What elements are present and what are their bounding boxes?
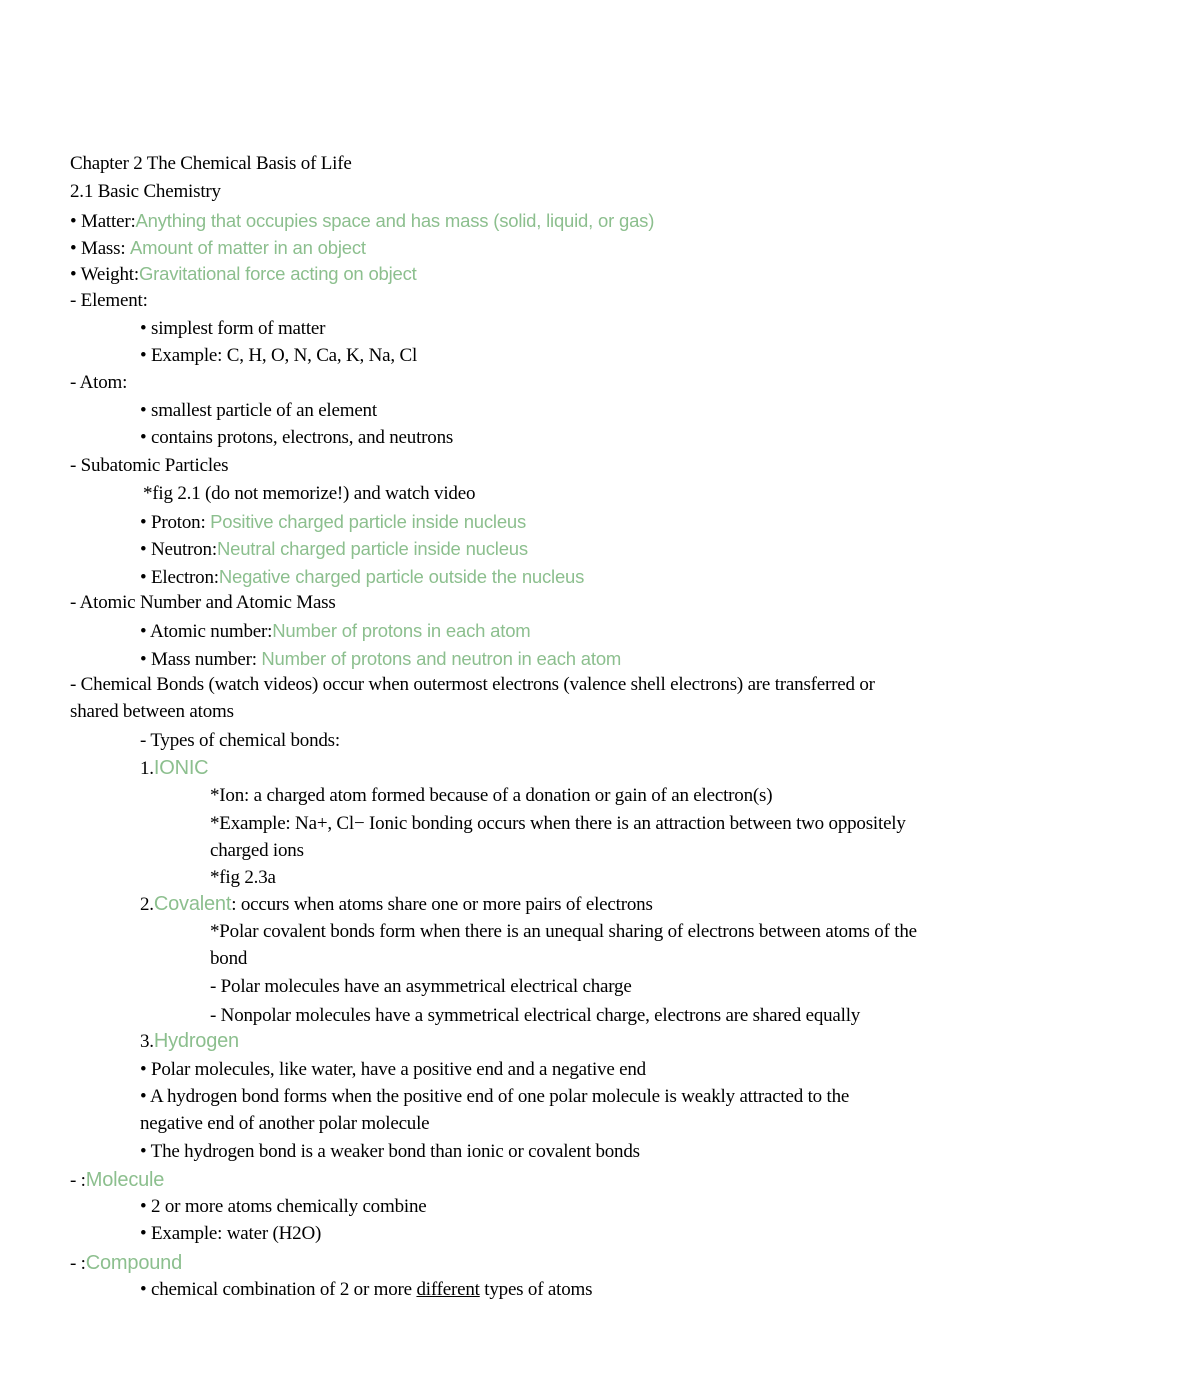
atom-heading: - Atom: (70, 372, 128, 393)
mass-label: • Mass: (70, 238, 126, 259)
molecule-name: Molecule (85, 1169, 165, 1191)
mass-number-definition: Number of protons and neutron in each atom (261, 648, 622, 669)
weight-line (70, 260, 417, 288)
ionic-heading (140, 755, 208, 782)
proton-label: • Proton: (140, 512, 206, 533)
matter-label: • Matter: (70, 211, 136, 232)
ionic-line: charged ions (210, 840, 304, 861)
bond-types-heading: - Types of chemical bonds: (140, 730, 340, 751)
mass-number-label: • Mass number: (140, 649, 257, 670)
compound-item-underlined: different (416, 1279, 480, 1300)
compound-name: Compound (85, 1252, 183, 1274)
mass-number-line (140, 645, 621, 673)
ionic-line: *Example: Na+, Cl− Ionic bonding occurs when there is an attraction between two oppositely (210, 813, 906, 834)
subatomic-heading: - Subatomic Particles (70, 455, 229, 476)
mass-definition: Amount of matter in an object (129, 237, 366, 258)
ionic-name: IONIC (153, 757, 209, 779)
compound-item-text-end: types of atoms (479, 1279, 593, 1300)
hydrogen-name: Hydrogen (153, 1030, 239, 1052)
molecule-heading (70, 1167, 164, 1194)
element-heading: - Element: (70, 290, 148, 311)
matter-line (70, 207, 654, 235)
compound-heading (70, 1250, 182, 1277)
atomic-number-definition: Number of protons in each atom (272, 620, 531, 641)
atom-item: • contains protons, electrons, and neutrons (140, 427, 454, 448)
chapter-title: Chapter 2 The Chemical Basis of Life (70, 153, 352, 174)
atomic-number-label: • Atomic number: (140, 621, 273, 642)
atom-item: • smallest particle of an element (140, 400, 377, 421)
atomic-number-mass-heading: - Atomic Number and Atomic Mass (70, 592, 336, 613)
element-item: • Example: C, H, O, N, Ca, K, Na, Cl (140, 345, 418, 366)
covalent-line: - Nonpolar molecules have a symmetrical electrical charge, electrons are shared equally (210, 1005, 861, 1026)
proton-definition: Positive charged particle inside nucleus (210, 511, 527, 532)
hydrogen-number: 3. (140, 1031, 154, 1052)
electron-definition: Negative charged particle outside the nucleus (218, 566, 585, 587)
neutron-definition: Neutral charged particle inside nucleus (216, 538, 528, 559)
neutron-line (140, 535, 528, 563)
covalent-line: - Polar molecules have an asymmetrical electrical charge (210, 976, 632, 997)
molecule-item: • Example: water (H2O) (140, 1223, 322, 1244)
covalent-number: 2. (140, 894, 154, 915)
chemical-bonds-line: - Chemical Bonds (watch videos) occur when outermost electrons (valence shell electrons) are transferred or (70, 674, 875, 695)
hydrogen-line: • Polar molecules, like water, have a positive end and a negative end (140, 1059, 646, 1080)
electron-line (140, 563, 584, 591)
weight-label: • Weight: (70, 264, 139, 285)
hydrogen-line: • A hydrogen bond forms when the positive end of one polar molecule is weakly attracted to the (140, 1086, 850, 1107)
hydrogen-line: • The hydrogen bond is a weaker bond than ionic or covalent bonds (140, 1141, 640, 1162)
hydrogen-heading (140, 1028, 239, 1055)
compound-item-text: • chemical combination of 2 or more (140, 1279, 417, 1300)
electron-label: • Electron: (140, 567, 219, 588)
hydrogen-line: negative end of another polar molecule (140, 1113, 430, 1134)
compound-prefix: - : (70, 1253, 86, 1274)
molecule-item: • 2 or more atoms chemically combine (140, 1196, 427, 1217)
covalent-line: bond (210, 948, 248, 969)
proton-line (140, 508, 526, 536)
chemical-bonds-line: shared between atoms (70, 701, 234, 722)
covalent-name: Covalent (153, 893, 232, 915)
molecule-prefix: - : (70, 1170, 86, 1191)
element-item: • simplest form of matter (140, 318, 326, 339)
subatomic-note: *fig 2.1 (do not memorize!) and watch video (143, 483, 476, 504)
neutron-label: • Neutron: (140, 539, 217, 560)
matter-definition: Anything that occupies space and has mass (solid, liquid, or gas) (135, 210, 655, 231)
atomic-number-line (140, 617, 531, 645)
ionic-line: *Ion: a charged atom formed because of a donation or gain of an electron(s) (210, 785, 773, 806)
ionic-line: *fig 2.3a (210, 867, 276, 888)
covalent-line: *Polar covalent bonds form when there is an unequal sharing of electrons between atoms of the (210, 921, 917, 942)
weight-definition: Gravitational force acting on object (138, 263, 417, 284)
covalent-heading (140, 891, 653, 918)
mass-line (70, 234, 366, 262)
ionic-number: 1. (140, 758, 154, 779)
covalent-description: : occurs when atoms share one or more pairs of electrons (231, 894, 653, 915)
section-heading: 2.1 Basic Chemistry (70, 181, 221, 202)
compound-item (140, 1276, 592, 1303)
